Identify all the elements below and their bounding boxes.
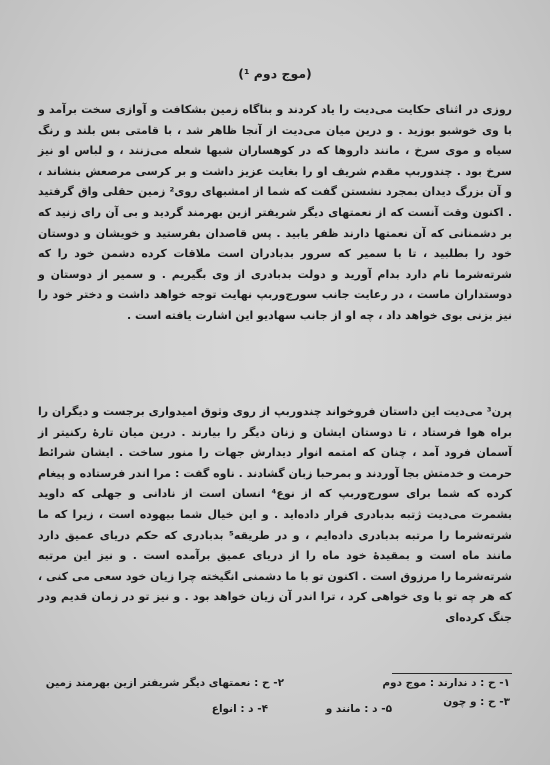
footnote-4: ۴- د : انواع xyxy=(211,703,268,715)
footnote-divider xyxy=(392,673,512,674)
paragraph-1: روزی در اثنای حکایت می‌دیت را یاد کردند و بناگاه زمین بشکافت و آوازی سخت برآمد و با وی خوشبو بوزید . و درین میان می‌دیت از آنجا ظاهر شد ، با قامتی بس بلند و رنگ سیاه و موی سرخ ، مانند داروها که در کوهساران شبها شعله می‌زنند ، و لباس او نیز سرخ بود . چندوربپ مقدم شریف او را بغایت عزیز داشت و بر کرسی مرصعش بنشاند ، و آن بزرگ دیدان بمجرد نشستن گفت که شما از امشبهای روی² زمین حقلی واق گرفتید . اکنون وقت آنست که از نعمتهای دیگر شریفتر ازین بهرمند گردید و بی آن رای زنید که بر دشمنانی که آن نعمتها دارند ظفر یابید . پس قاصدان بفرستید و خویشان و دوستان خود را بطلبید ، تا با سمیر که سرور بدبادران است ملاقات کرده دشمن خود را که شرته‌شرما نام دارد بدام آورید و دولت بدبادری از وی بگیریم . و سمیر از دوستان و دوستداران ماست ، در رعایت جانب سورج‌وربپ نهایت توجه خواهد داشت و دختر خود را نیز بزنی بوی خواهد داد ، چه او از جانب سهادیو این اشارت یافته است . xyxy=(38,103,512,322)
footnote-1: ۱- ح : د ندارند : موج دوم xyxy=(382,677,510,689)
paragraph-2: پرن³ می‌دیت این داستان فروخواند چندوربپ از روی وثوق امیدواری برجست و دیگران را براه هوا فرستاد ، تا دوستان ایشان و زنان دیگر را بیارند . درین میان تارهٔ رکنیتر از آسمان فرود آمد ، چنان که امتمه انوار دیدارش جهات را منور ساخت . ایشان شرائط حرمت و خدمتش بجا آوردند و بمرحبا زبان گشادند . ناوه گفت : مرا اندر فرستاده و پیغام کرده که شما برای سورج‌وربپ که از نوع⁴ انسان است از نادانی و جهلی که داوید بشمرت می‌دیت ژتبه بدبادری قرار داده‌اید . و این خیال شما بیهوده است ، زیرا که ما شرته‌شرما را مرتبه بدبادری داده‌ایم ، و در طریقه⁵ بدبادری که حکم دریای عمیق دارد مانند ماه است و بمقیدهٔ خود ماه را از دریای عمیق برآمده است . و نیز این مرتبه شرته‌شرما را مرزوق است . اکنون تو با ما دشمنی انگیخته چرا زیان خود سعی می کنی ، که هر چه تو با وی خواهی کرد ، ترا اندر آن زیان خواهد بود . و نیز تو در زمان قدیم ودر جنگ کرده‌ای xyxy=(38,405,512,624)
footnote-2: ۲- ح : نعمتهای دیگر شریفتر ازین بهرمند زمین xyxy=(45,677,284,689)
footnote-5: ۵- د : مانند و xyxy=(325,703,392,715)
section-heading: (موج دوم ¹) xyxy=(238,66,312,81)
footnote-3: ۳- ح : و چون xyxy=(443,696,510,708)
